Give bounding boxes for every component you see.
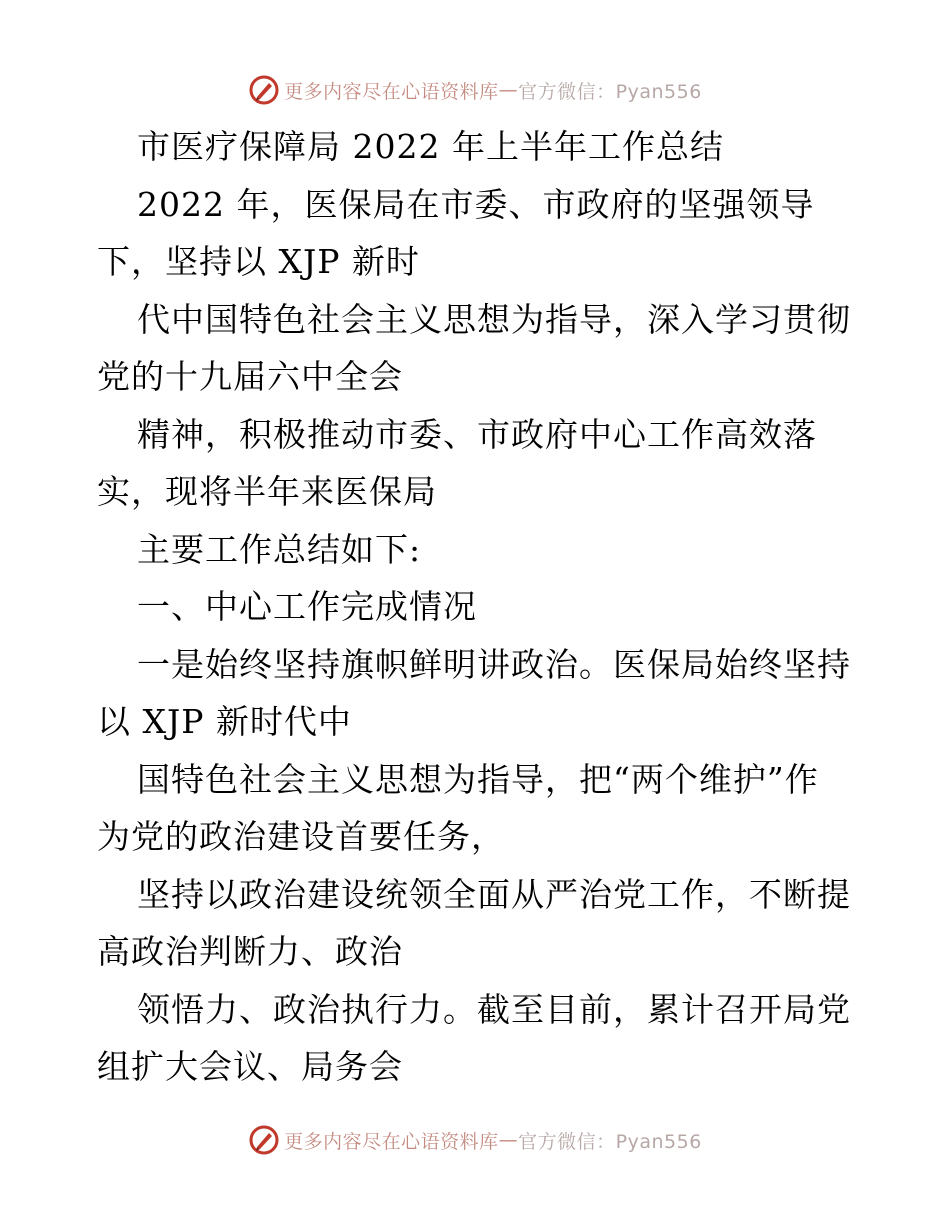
text-line: 2022 年，医保局在市委、市政府的坚强领导 xyxy=(137,184,815,224)
pen-logo-icon xyxy=(248,1124,280,1156)
document-body xyxy=(97,118,857,1096)
text-line: 以 XJP 新时代中 xyxy=(97,702,352,741)
watermark-wechat: 官方微信：Pyan556 xyxy=(518,80,702,103)
text-line: 一、中心工作完成情况 xyxy=(137,587,477,626)
watermark-dash: — xyxy=(498,1129,519,1151)
watermark-text: 更多内容尽在心语资料库 xyxy=(284,1130,499,1153)
text-line: 坚持以政治建设统领全面从严治党工作，不断提 xyxy=(137,874,851,914)
text-line: 组扩大会议、局务会 xyxy=(97,1047,403,1086)
text-line: 领悟力、政治执行力。截至目前，累计召开局党 xyxy=(137,989,851,1029)
header-watermark xyxy=(0,72,950,108)
text-line: 市医疗保障局 2022 年上半年工作总结 xyxy=(137,127,724,166)
text-line: 主要工作总结如下: xyxy=(137,529,422,569)
text-line: 党的十九届六中全会 xyxy=(97,357,403,396)
text-line: 下，坚持以 XJP 新时 xyxy=(97,242,420,281)
watermark-text: 更多内容尽在心语资料库 xyxy=(284,80,499,103)
footer-watermark xyxy=(0,1122,950,1158)
text-line: 高政治判断力、政治 xyxy=(97,932,403,971)
watermark-dash: — xyxy=(498,79,519,101)
watermark-wechat: 官方微信：Pyan556 xyxy=(518,1130,702,1153)
text-line: 代中国特色社会主义思想为指导，深入学习贯彻 xyxy=(137,299,851,339)
text-line: 精神，积极推动市委、市政府中心工作高效落 xyxy=(137,414,817,454)
text-line: 实，现将半年来医保局 xyxy=(97,472,437,511)
text-line: 为党的政治建设首要任务， xyxy=(97,817,505,856)
text-line: 国特色社会主义思想为指导，把“两个维护”作 xyxy=(137,759,819,799)
pen-logo-icon xyxy=(248,74,280,106)
text-line: 一是始终坚持旗帜鲜明讲政治。医保局始终坚持 xyxy=(137,644,851,684)
